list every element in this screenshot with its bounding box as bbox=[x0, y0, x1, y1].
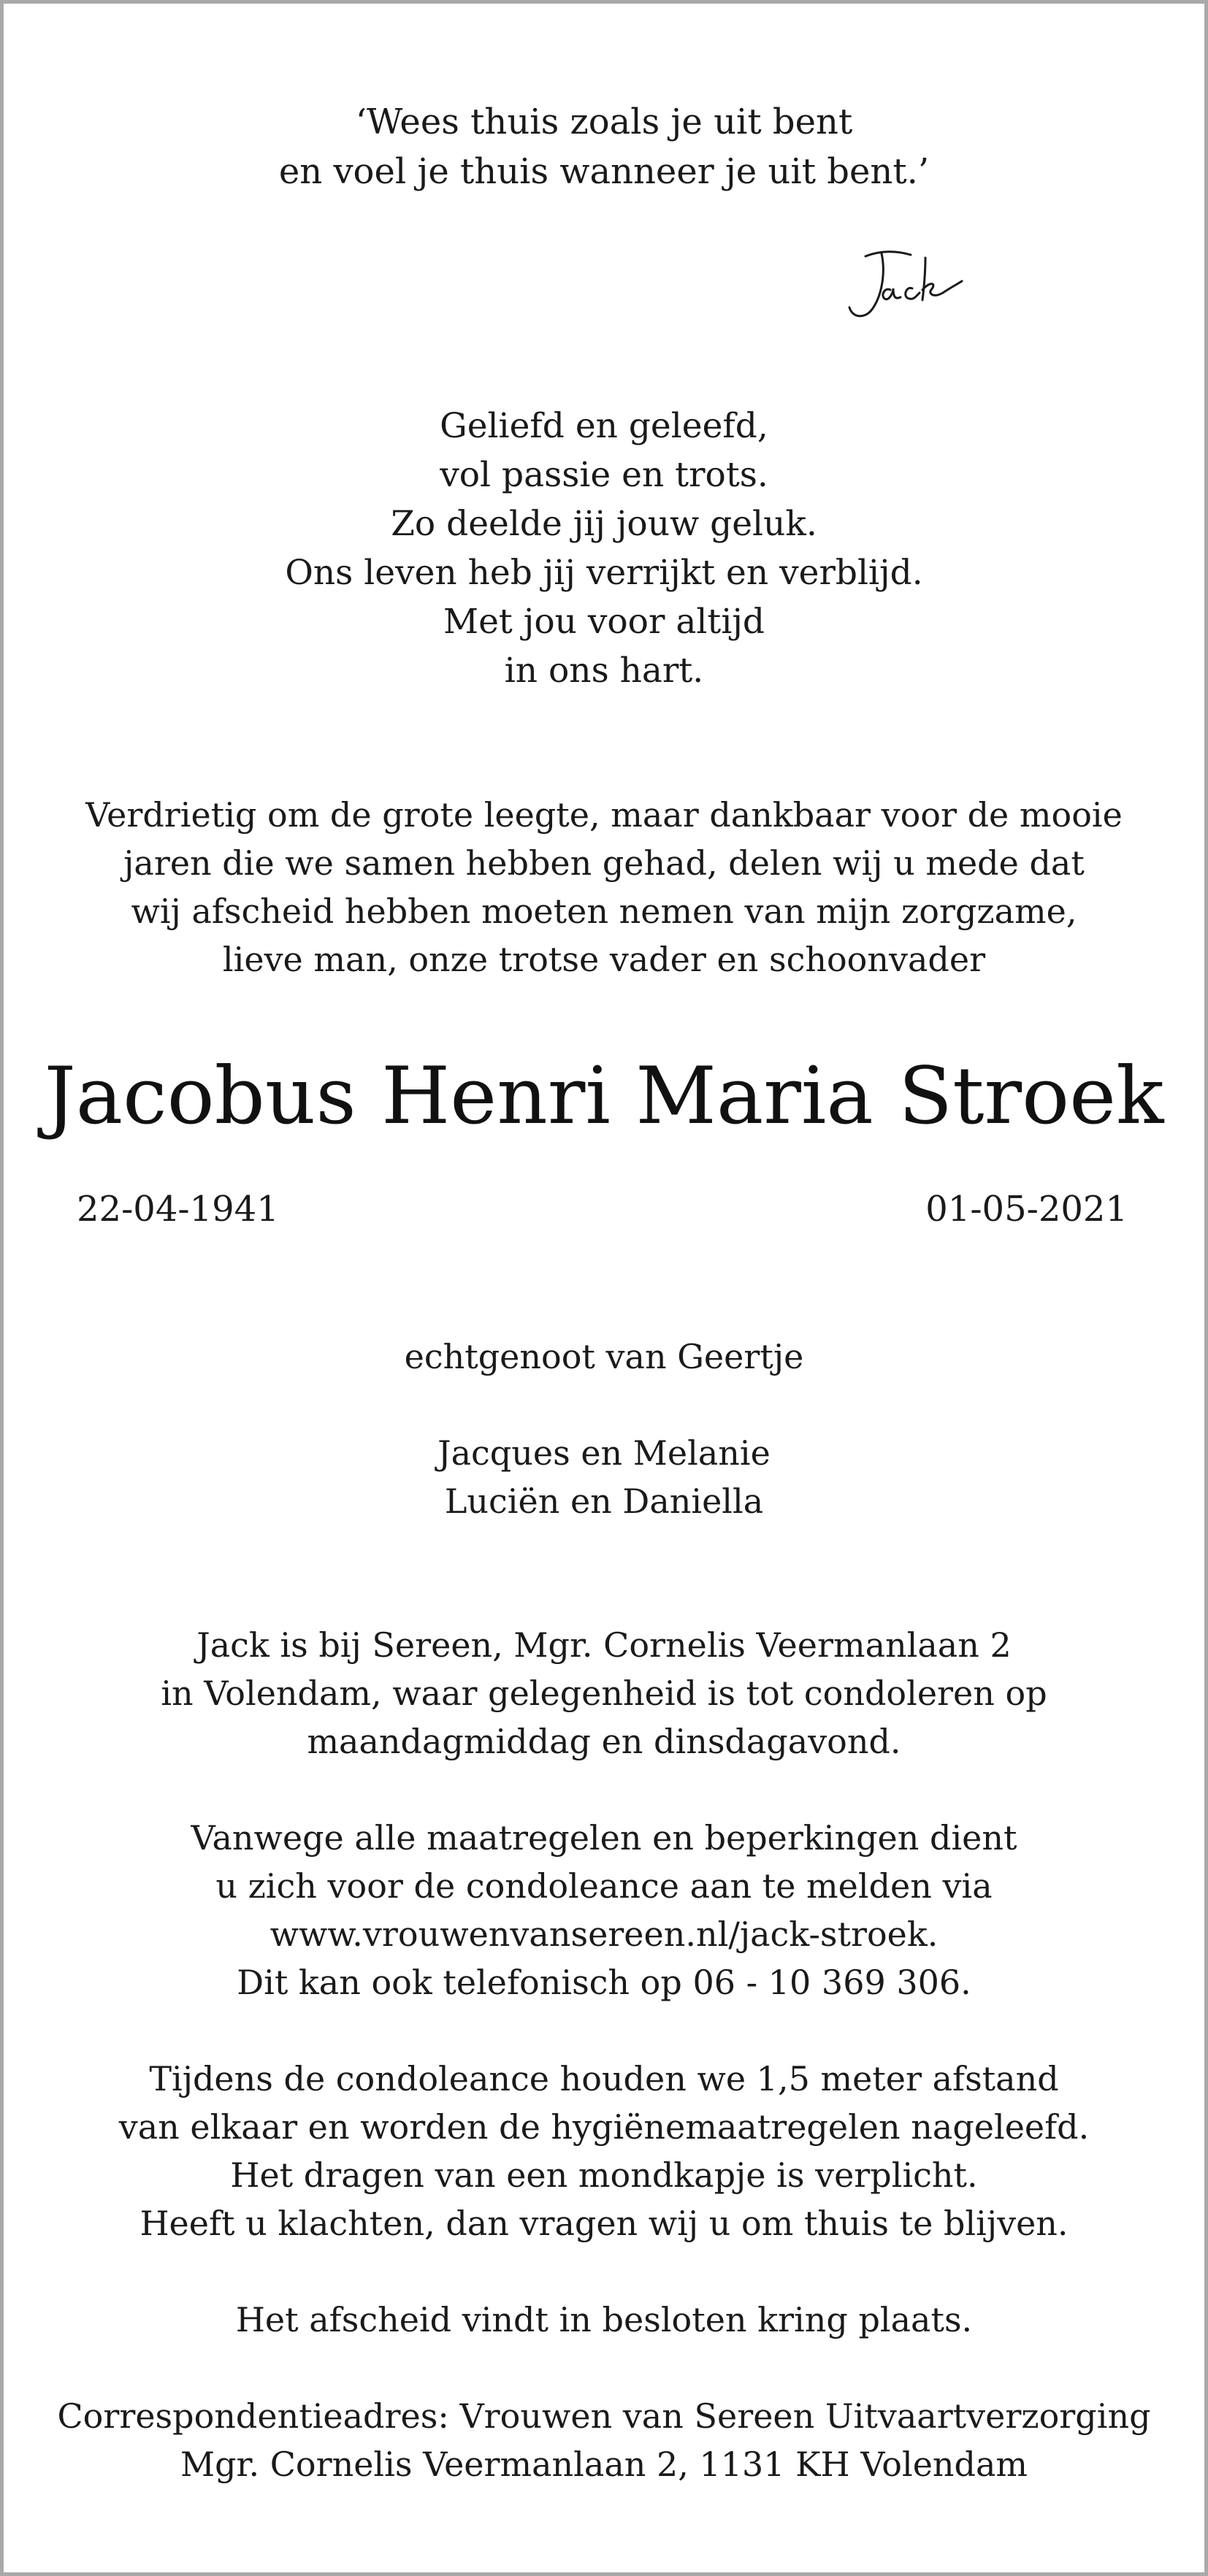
visitation-paragraph bbox=[4, 1621, 1204, 1766]
info-line: u zich voor de condoleance aan te melden via bbox=[215, 1866, 993, 1906]
quote-line: en voel je thuis wanneer je uit bent.’ bbox=[278, 151, 930, 192]
quote-line: ‘Wees thuis zoals je uit bent bbox=[355, 101, 853, 142]
info-line: Het afscheid vindt in besloten kring plaats. bbox=[235, 2300, 973, 2339]
info-line: Tijdens de condoleance houden we 1,5 meter afstand bbox=[149, 2059, 1059, 2098]
children-line: Luciën en Daniella bbox=[444, 1481, 764, 1521]
intro-line: jaren die we samen hebben gehad, delen wij u mede dat bbox=[123, 843, 1085, 883]
opening-quote bbox=[4, 97, 1204, 196]
info-line: Het dragen van een mondkapje is verplicht. bbox=[230, 2155, 978, 2195]
info-line: in Volendam, waar gelegenheid is tot condoleren op bbox=[161, 1674, 1047, 1713]
farewell-paragraph bbox=[4, 2296, 1204, 2344]
family-section bbox=[4, 1333, 1204, 1525]
intro-line: lieve man, onze trotse vader en schoonvader bbox=[222, 940, 986, 979]
handwritten-signature bbox=[844, 245, 968, 325]
info-line: van elkaar en worden de hygiënemaatregelen nageleefd. bbox=[118, 2107, 1090, 2147]
poem bbox=[4, 402, 1204, 695]
children-line: Jacques en Melanie bbox=[437, 1433, 771, 1473]
measures-paragraph bbox=[4, 2055, 1204, 2247]
info-line: Dit kan ook telefonisch op 06 - 10 369 306. bbox=[237, 1963, 971, 2002]
correspondence-paragraph bbox=[4, 2392, 1204, 2488]
poem-line: Geliefd en geleefd, bbox=[440, 406, 768, 446]
info-line: Mgr. Cornelis Veermanlaan 2, 1131 KH Volendam bbox=[180, 2445, 1028, 2484]
deceased-name: Jacobus Henri Maria Stroek bbox=[44, 1051, 1164, 1142]
poem-line: Met jou voor altijd bbox=[443, 602, 765, 642]
birth-date: 22-04-1941 bbox=[77, 1189, 279, 1230]
poem-line: in ons hart. bbox=[504, 651, 704, 691]
info-line: maandagmiddag en dinsdagavond. bbox=[307, 1722, 901, 1761]
poem-line: vol passie en trots. bbox=[440, 455, 768, 495]
intro-line: Verdrietig om de grote leegte, maar dankbaar voor de mooie bbox=[85, 795, 1123, 835]
arrangements-section bbox=[4, 1621, 1204, 2537]
info-line: Heeft u klachten, dan vragen wij u om thuis te blijven. bbox=[139, 2204, 1069, 2243]
info-line: Jack is bij Sereen, Mgr. Cornelis Veermanlaan 2 bbox=[196, 1625, 1012, 1665]
announcement-intro bbox=[4, 791, 1204, 984]
intro-line: wij afscheid hebben moeten nemen van mijn zorgzame, bbox=[131, 892, 1077, 931]
poem-line: Zo deelde jij jouw geluk. bbox=[391, 504, 817, 544]
poem-line: Ons leven heb jij verrijkt en verblijd. bbox=[285, 553, 923, 593]
spouse-line: echtgenoot van Geertje bbox=[404, 1337, 804, 1376]
registration-paragraph bbox=[4, 1814, 1204, 2006]
spacer bbox=[4, 1381, 1204, 1429]
registration-url: www.vrouwenvansereen.nl/jack-stroek. bbox=[269, 1914, 939, 1954]
info-line: Vanwege alle maatregelen en beperkingen dient bbox=[191, 1818, 1017, 1858]
death-date: 01-05-2021 bbox=[925, 1189, 1128, 1230]
info-line: Correspondentieadres: Vrouwen van Sereen Uitvaartverzorging bbox=[57, 2396, 1151, 2436]
